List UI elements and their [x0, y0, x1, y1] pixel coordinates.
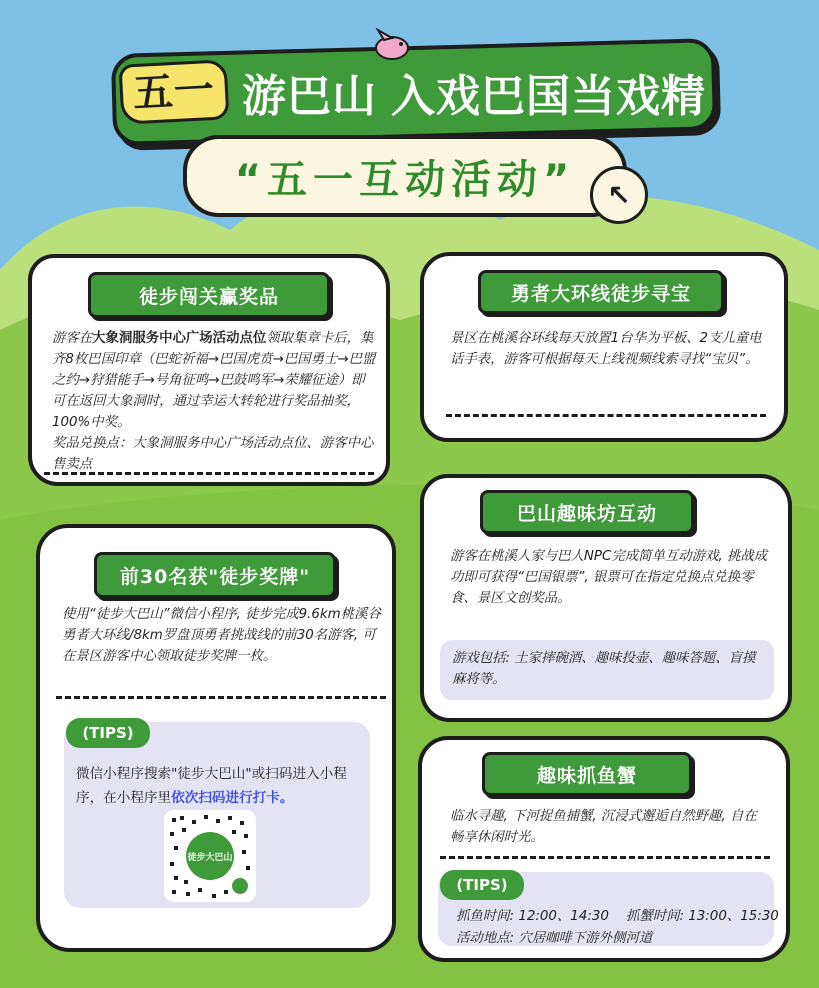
divider	[440, 856, 770, 859]
scan-checkin-link[interactable]: 依次扫码进行打卡。	[171, 790, 294, 806]
bird-icon	[370, 28, 414, 64]
title-highlight: 五一	[119, 59, 230, 125]
qr-code[interactable]	[164, 810, 256, 902]
fish-crab-times: 抓鱼时间: 12:00、14:30 抓蟹时间: 13:00、15:30	[456, 909, 779, 924]
title-part-2: 入戏巴国当戏精	[391, 71, 706, 122]
arrow-icon: ↖	[590, 166, 648, 224]
card-fun-workshop-title: 巴山趣味坊互动	[480, 490, 694, 534]
title-part-1: 游巴山	[242, 71, 377, 122]
card-fish-crab-title: 趣味抓鱼蟹	[482, 752, 692, 796]
fish-crab-place: 活动地点: 穴居咖啡下游外侧河道	[456, 931, 653, 946]
tips-text: 微信小程序搜索"徒步大巴山"或扫码进入小程序，在小程序里依次扫码进行打卡。	[76, 766, 347, 806]
subtitle: “五一互动活动”	[183, 135, 627, 217]
divider	[446, 414, 766, 417]
card-hiking-prize-text: 游客在大象洞服务中心广场活动点位领取集章卡后，集齐8枚巴国印章（巴蛇祈福→巴国虎贲→巴国勇士→巴盟之约→狩猎能手→号角征鸣→巴鼓鸣军→荣耀征途）即可在返回大象洞时，通过幸运大转轮进行奖品抽奖，100%中奖。 奖品兑换点：大象洞服务中心广场活动点位、游客中心售卖点	[52, 331, 376, 472]
card-medal-text: 使用“徒步大巴山”微信小程序, 徒步完成9.6km桃溪谷勇者大环线/8km罗盘顶勇者挑战线的前30名游客, 可在景区游客中心领取徒步奖牌一枚。	[62, 607, 381, 664]
card-medal-title: 前30名获"徒步奖牌"	[94, 552, 336, 598]
card-treasure-hunt-text: 景区在桃溪谷环线每天放置1台华为平板、2支儿童电话手表，游客可根据每天上线视频线索寻找“宝贝”。	[450, 331, 762, 367]
tips-label: (TIPS)	[66, 718, 150, 748]
divider	[56, 696, 386, 699]
card-treasure-hunt-title: 勇者大环线徒步寻宝	[478, 270, 724, 314]
card-fish-crab-text: 临水寻趣, 下河捉鱼捕蟹, 沉浸式邂逅自然野趣, 自在畅享休闲时光。	[450, 809, 757, 845]
card-hiking-prize-title: 徒步闯关赢奖品	[88, 272, 330, 318]
card-fun-workshop-text: 游客在桃溪人家与巴人NPC完成简单互动游戏, 挑战成功即可获得“巴国银票”, 银票可在指定兑换点兑换零食、景区文创奖品。	[450, 549, 768, 606]
games-text: 游戏包括: 土家摔碗酒、趣味投壶、趣味答题、盲摸麻将等。	[452, 651, 756, 687]
tips-label: (TIPS)	[440, 870, 524, 900]
divider	[44, 472, 374, 475]
redeem-points: 奖品兑换点：大象洞服务中心广场活动点位、游客中心售卖点	[52, 436, 374, 472]
page-title	[118, 60, 708, 124]
qr-center-label: 徒步大巴山	[187, 853, 233, 863]
